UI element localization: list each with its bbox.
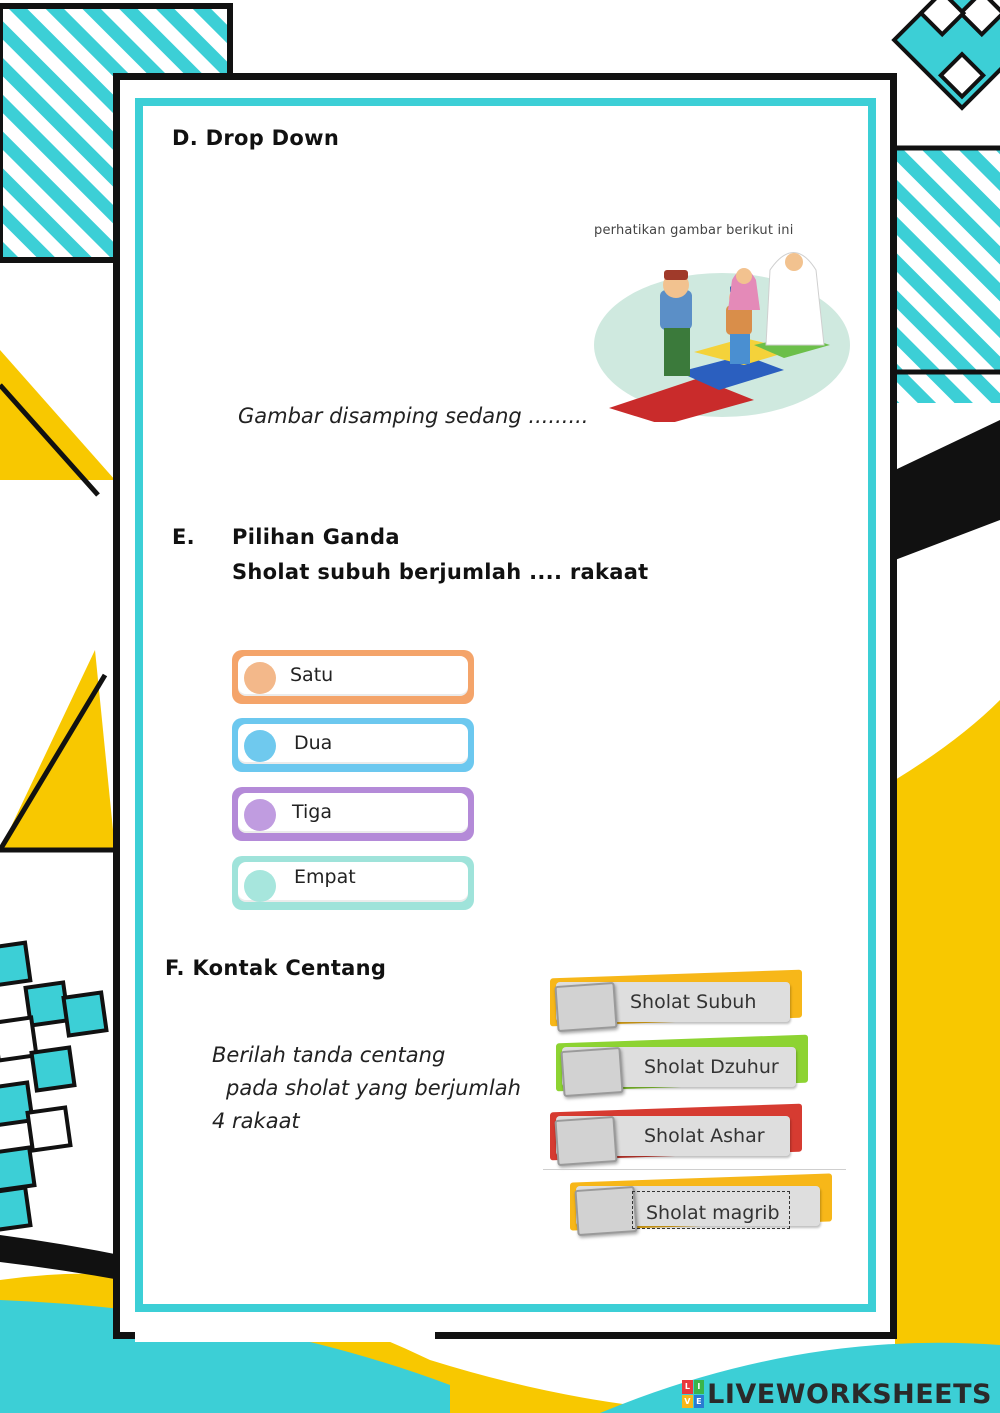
checkbox-sholat-magrib[interactable]	[570, 1178, 832, 1234]
checkbox-square-icon[interactable]	[560, 1047, 623, 1097]
radio-dot-icon[interactable]	[244, 870, 276, 902]
option-label: Satu	[290, 664, 334, 686]
liveworksheets-logo	[682, 1376, 992, 1412]
checkbox-label: Sholat Subuh	[630, 991, 757, 1013]
checkbox-square-icon[interactable]	[554, 982, 617, 1032]
card-bottom-strip	[135, 1320, 435, 1342]
answer-option-tiga[interactable]	[232, 787, 474, 841]
section-e-heading: Pilihan Ganda	[232, 525, 400, 549]
section-d-heading: D. Drop Down	[172, 126, 340, 150]
radio-dot-icon[interactable]	[244, 662, 276, 694]
checkbox-sholat-ashar[interactable]	[550, 1108, 802, 1164]
checkbox-sholat-dzuhur[interactable]	[556, 1039, 808, 1095]
badge-letter: V	[682, 1395, 693, 1409]
instruction-line-3: 4 rakaat	[212, 1109, 300, 1133]
option-label: Dua	[294, 732, 333, 754]
yellow-shape-right	[895, 700, 1000, 1413]
radio-dot-icon[interactable]	[244, 799, 276, 831]
live-badge-icon	[682, 1380, 704, 1408]
checkbox-label: Sholat Dzuhur	[644, 1056, 779, 1078]
badge-letter: I	[694, 1380, 705, 1394]
checkbox-sholat-subuh[interactable]	[550, 974, 802, 1030]
teal-diamonds-top-right	[894, 0, 1000, 108]
instruction-line-2: pada sholat yang berjumlah	[226, 1076, 521, 1100]
option-label: Tiga	[292, 801, 333, 823]
section-d-question: Gambar disamping sedang .........	[238, 404, 589, 428]
section-e-question: Sholat subuh berjumlah .... rakaat	[232, 560, 649, 584]
badge-letter: L	[682, 1380, 693, 1394]
option-label: Empat	[294, 866, 356, 888]
striped-panel-right	[892, 148, 1000, 403]
checkbox-square-icon[interactable]	[574, 1186, 637, 1236]
image-caption: perhatikan gambar berikut ini	[594, 223, 794, 238]
badge-letter: E	[694, 1395, 705, 1409]
section-e-letter: E.	[172, 525, 195, 549]
radio-dot-icon[interactable]	[244, 730, 276, 762]
answer-option-empat[interactable]	[232, 856, 474, 910]
checkbox-label: Sholat magrib	[646, 1202, 780, 1224]
brand-name: LIVEWORKSHEETS	[707, 1378, 992, 1410]
answer-option-satu[interactable]	[232, 650, 474, 704]
checkbox-label: Sholat Ashar	[644, 1125, 765, 1147]
teal-checker-bottom-left	[0, 943, 106, 1231]
checkbox-square-icon[interactable]	[554, 1116, 617, 1166]
black-band-right	[895, 420, 1000, 560]
praying-family-illustration	[594, 240, 850, 422]
answer-option-dua[interactable]	[232, 718, 474, 772]
instruction-line-1: Berilah tanda centang	[212, 1043, 446, 1067]
divider	[543, 1169, 846, 1170]
section-f-heading: F. Kontak Centang	[165, 956, 387, 980]
yellow-triangle-upper	[0, 350, 115, 480]
